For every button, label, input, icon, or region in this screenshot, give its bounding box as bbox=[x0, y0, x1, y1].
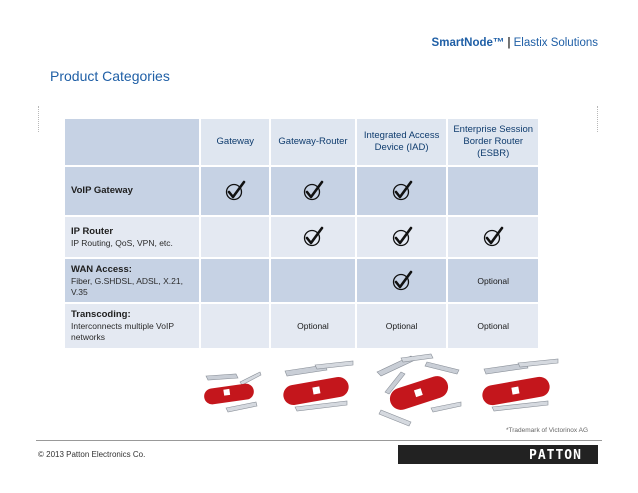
left-divider bbox=[38, 106, 39, 132]
brand-product: SmartNode™ bbox=[431, 37, 505, 49]
swiss-army-knife-medium-image bbox=[275, 357, 363, 419]
patton-logo: PATTON bbox=[529, 448, 582, 463]
row-label bbox=[65, 259, 199, 302]
checkmark-icon bbox=[391, 226, 413, 248]
right-divider bbox=[597, 106, 598, 132]
table-cell bbox=[357, 167, 447, 215]
table-cell bbox=[201, 304, 269, 348]
checkmark-icon bbox=[224, 180, 246, 202]
row-description: Interconnects multiple VoIP networks bbox=[71, 321, 174, 342]
checkmark-icon bbox=[482, 226, 504, 248]
row-label bbox=[65, 167, 199, 215]
table-cell bbox=[201, 167, 269, 215]
table-cell bbox=[357, 259, 447, 302]
table-cell bbox=[201, 259, 269, 302]
row-title: IP Router bbox=[71, 225, 114, 237]
column-header-esbr: Enterprise Session Border Router (ESBR) bbox=[448, 119, 538, 165]
trademark-note: *Trademark of Victorinox AG bbox=[506, 427, 589, 434]
table-cell bbox=[271, 259, 355, 302]
table-row bbox=[65, 259, 538, 302]
row-title: Transcoding: bbox=[71, 309, 131, 320]
checkmark-icon bbox=[391, 270, 413, 292]
column-header-gateway-router: Gateway-Router bbox=[271, 119, 355, 165]
table-cell bbox=[201, 217, 269, 257]
swiss-army-knife-large-image bbox=[371, 352, 466, 427]
checkmark-icon bbox=[302, 180, 324, 202]
table-row bbox=[65, 167, 538, 215]
column-header-gateway: Gateway bbox=[201, 119, 269, 165]
brand-subtitle: Elastix Solutions bbox=[513, 37, 598, 49]
footer-divider bbox=[36, 440, 602, 441]
header-corner-cell bbox=[65, 119, 199, 165]
row-label bbox=[65, 217, 199, 257]
table-cell bbox=[271, 167, 355, 215]
table-cell: Optional bbox=[271, 304, 355, 348]
row-label bbox=[65, 304, 199, 348]
table-cell: Optional bbox=[357, 304, 447, 348]
table-cell bbox=[448, 217, 538, 257]
table-cell: Optional bbox=[448, 259, 538, 302]
checkmark-icon bbox=[302, 226, 324, 248]
row-title: VoIP Gateway bbox=[71, 185, 133, 196]
page-title: Product Categories bbox=[50, 68, 170, 84]
swiss-army-knife-medium-2-image bbox=[474, 357, 564, 419]
swiss-army-knife-small-image bbox=[196, 362, 268, 417]
row-description: Fiber, G.SHDSL, ADSL, X.21, V.35 bbox=[71, 275, 183, 297]
product-category-table bbox=[63, 117, 540, 350]
brand-header bbox=[432, 37, 598, 49]
column-header-iad: Integrated Access Device (IAD) bbox=[357, 119, 447, 165]
copyright-text: © 2013 Patton Electronics Co. bbox=[38, 450, 146, 459]
row-title: WAN Access: bbox=[71, 263, 132, 275]
table-row bbox=[65, 217, 538, 257]
table-cell: Optional bbox=[448, 304, 538, 348]
row-description: IP Routing, QoS, VPN, etc. bbox=[71, 237, 173, 248]
table-cell bbox=[271, 217, 355, 257]
table-header-row bbox=[65, 119, 538, 165]
brand-separator: | bbox=[507, 37, 511, 49]
table-row bbox=[65, 304, 538, 348]
table-cell bbox=[448, 167, 538, 215]
checkmark-icon bbox=[391, 180, 413, 202]
table-cell bbox=[357, 217, 447, 257]
